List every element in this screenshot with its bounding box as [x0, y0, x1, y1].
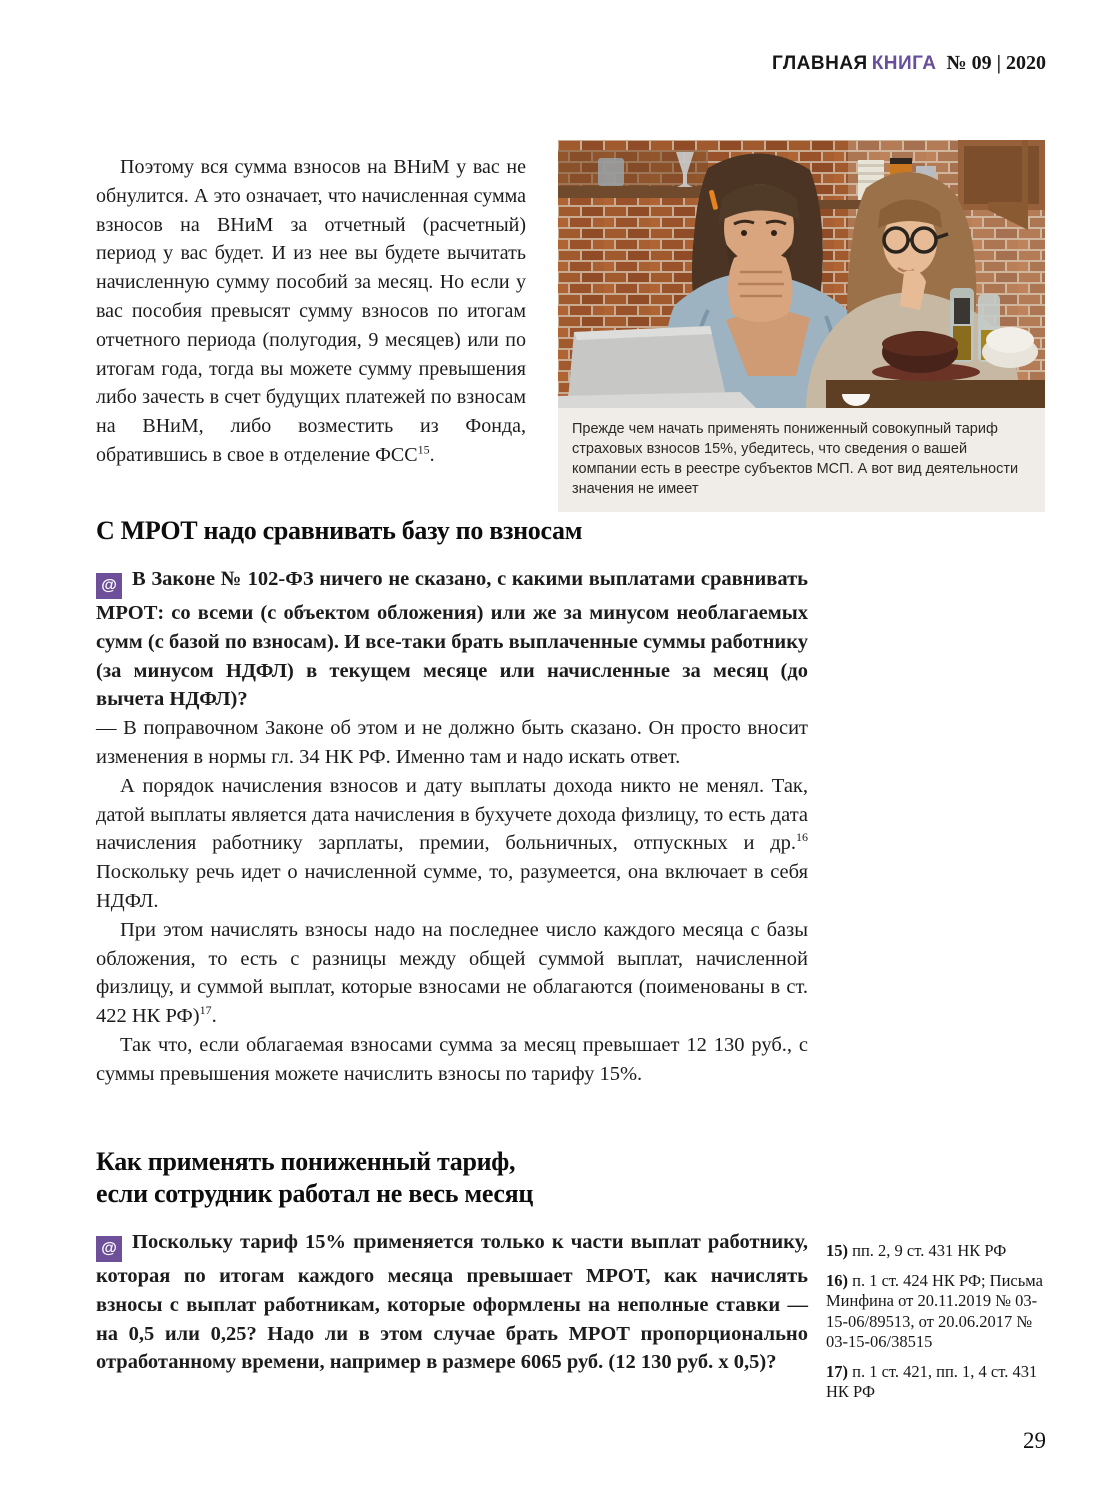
- footnote-16-number: 16): [826, 1270, 848, 1290]
- section2-question-text: Поскольку тариф 15% применяется только к части выплат работнику, которая по итогам каждого месяца превышает МРОТ, как начислять взносы с выплат работникам, которые оформлены на неполные ставки — на 0,5 или 0,25? Надо ли в этом случае брать МРОТ пропорционально отработанному времени, например в размере 6065 руб. (12 130 руб. х 0,5)?: [96, 1231, 808, 1374]
- issue-number: № 09 | 2020: [946, 52, 1046, 74]
- section1-answer-4: Так что, если облагаемая взносами сумма за месяц превышает 12 130 руб., с суммы превышения можете начислить взносы по тарифу 15%.: [96, 1033, 808, 1085]
- footnote-15-number: 15): [826, 1241, 848, 1260]
- section-partial-month: [96, 1146, 808, 1377]
- section2-title-line2: если сотрудник работал не весь месяц: [96, 1179, 534, 1208]
- footnotes-column: [826, 1241, 1052, 1412]
- magazine-title-part2: КНИГА: [871, 53, 937, 74]
- section2-title-line1: Как применять пониженный тариф,: [96, 1147, 516, 1176]
- footnote-16: [826, 1271, 1052, 1353]
- kitchen-photo-illustration: [558, 140, 1045, 408]
- section2-title: [96, 1146, 808, 1210]
- footnote-15: [826, 1241, 1052, 1262]
- section2-question: [96, 1228, 808, 1377]
- section1-answer-3: [96, 916, 808, 1031]
- section1-answer-1: — В поправочном Законе об этом и не должно быть сказано. Он просто вносит изменения в нормы гл. 34 НК РФ. Именно там и надо искать ответ.: [96, 717, 808, 768]
- section1-answer-3-text-end: .: [211, 1005, 217, 1028]
- section1-answer-2-text: А порядок начисления взносов и дату выплаты дохода никто не менял. Так, датой выплаты является дата начисления в бухучете дохода физлицу, то есть дата начисления работнику зарплаты, премии, больничных, отпускных и др.: [96, 774, 808, 855]
- footnote-ref-15: 15: [417, 442, 430, 457]
- section1-title: С МРОТ надо сравнивать базу по взносам: [96, 516, 583, 545]
- section1-answer-2-text-end: Поскольку речь идет о начисленной сумме, то, разумеется, она включает в себя НДФЛ.: [96, 861, 808, 912]
- footnote-ref-16: 16: [796, 830, 808, 845]
- page-header: [772, 52, 1046, 75]
- section1-question: [96, 565, 808, 714]
- intro-text: Поэтому вся сумма взносов на ВНиМ у вас не обнулится. А это означает, что начисленная сумма взносов на ВНиМ за отчетный (расчетный) период у вас будет. И из нее вы будете вычитать начисленную сумму пособий за месяц. Но если у вас пособия превысят сумму взносов по итогам отчетного периода (полугодия, 9 месяцев) или по итогам года, тогда вы можете сумму превышения либо зачесть в счет будущих платежей по взносам на ВНиМ, либо возместить из Фонда, обратившись в свое в отделение ФСС: [96, 156, 526, 466]
- section1-question-text: В Законе № 102-ФЗ ничего не сказано, с какими выплатами сравнивать МРОТ: со всеми (с объектом обложения) или же за минусом необлагаемых сумм (с базой по взносам). И все-таки брать выплаченные суммы работнику (за минусом НДФЛ) в текущем месяце или начисленные за месяц (до вычета НДФЛ)?: [96, 568, 808, 711]
- footnote-17: [826, 1362, 1052, 1403]
- at-sign-icon: @: [96, 573, 122, 599]
- footnote-15-text: пп. 2, 9 ст. 431 НК РФ: [852, 1241, 1007, 1260]
- magazine-title-part1: ГЛАВНАЯ: [772, 53, 868, 74]
- footnote-16-text: п. 1 ст. 424 НК РФ; Письма Минфина от 20.11.2019 № 03-15-06/89513, от 20.06.2017 № 03-15-06/38515: [826, 1270, 1043, 1351]
- footnote-ref-17: 17: [199, 1003, 212, 1018]
- footnote-17-number: 17): [826, 1361, 848, 1381]
- photo-block: [558, 140, 1045, 512]
- photo-caption: Прежде чем начать применять пониженный совокупный тариф страховых взносов 15%, убедитесь, что сведения о вашей компании есть в реестре субъектов МСП. А вот вид деятельности значения не имеет: [558, 408, 1045, 512]
- page-number: 29: [1023, 1428, 1046, 1453]
- footnote-17-text: п. 1 ст. 421, пп. 1, 4 ст. 431 НК РФ: [826, 1361, 1038, 1401]
- at-sign-icon: @: [96, 1236, 122, 1262]
- section-mrot-base: [96, 515, 808, 1089]
- section1-answer-3-text: При этом начислять взносы надо на последнее число каждого месяца с базы обложения, то есть с разницы между общей суммой выплат, начисленной физлицу, и суммой выплат, которые взносами не облагаются (поименованы в ст. 422 НК РФ): [96, 918, 808, 1028]
- intro-text-end: .: [429, 443, 435, 466]
- intro-paragraph: [96, 153, 526, 470]
- section1-answer-2: [96, 772, 808, 916]
